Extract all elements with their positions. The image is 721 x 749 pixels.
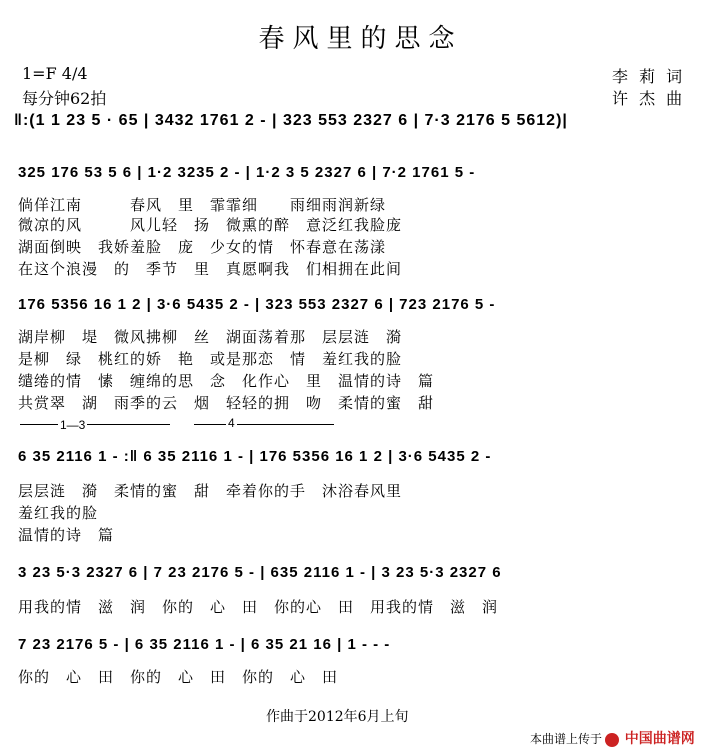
- site-logo-icon: [605, 733, 619, 747]
- volta-4-label: 4: [228, 416, 235, 430]
- score-row-3: 176 5356 16 1 2 | 3·6 5435 2 - | 323 553 2327 6 | 723 2176 5 -: [18, 296, 496, 313]
- lyric-row-5: 用我的情 滋 润 你的 心 田 你的心 田 用我的情 滋 润: [18, 598, 499, 616]
- volta-4-bracket: [194, 424, 334, 425]
- lyric-row-3-verse-2: 是柳 绿 桃红的娇 艳 或是那恋 情 羞红我的脸: [18, 350, 403, 368]
- score-row-2: 325 176 53 5 6 | 1·2 3235 2 - | 1·2 3 5 2327 6 | 7·2 1761 5 -: [18, 164, 476, 181]
- score-row-1: ‖:(1 1 23 5 · 65 | 3432 1761 2 - | 323 553 2327 6 | 7·3 2176 5 5612)|: [14, 112, 568, 129]
- upload-note: [530, 728, 695, 748]
- score-row-6: 7 23 2176 5 - | 6 35 2116 1 - | 6 35 21 16 | 1 - - -: [18, 636, 391, 653]
- lyric-row-3-verse-4: 共赏翠 湖 雨季的云 烟 轻轻的拥 吻 柔情的蜜 甜: [18, 394, 435, 412]
- tempo: 每分钟62拍: [22, 89, 107, 108]
- lyric-row-4-verse-3: 温情的诗 篇: [18, 526, 115, 544]
- volta-1-3-label: 1—3: [60, 418, 86, 432]
- volta-1-3-bracket: [20, 424, 170, 425]
- song-title: 春风里的思念: [258, 24, 463, 54]
- lyric-row-4-verse-2: 羞红我的脸: [18, 504, 99, 522]
- lyric-row-6: 你的 心 田 你的 心 田 你的 心 田: [18, 668, 339, 686]
- key-signature: 1=F 4/4: [22, 64, 88, 83]
- lyric-row-2-verse-2: 微凉的风 风儿轻 扬 微熏的醉 意泛红我脸庞: [18, 216, 403, 234]
- lyric-row-2-verse-3: 湖面倒映 我娇羞脸 庞 少女的情 怀春意在荡漾: [18, 238, 387, 256]
- site-logo-text: 中国曲谱网: [624, 731, 695, 747]
- lyricist: 李 莉 词: [612, 67, 686, 86]
- lyric-row-2-verse-4: 在这个浪漫 的 季节 里 真愿啊我 们相拥在此间: [18, 260, 403, 278]
- lyric-row-4-verse-1: 层层涟 漪 柔情的蜜 甜 牵着你的手 沐浴春风里: [18, 482, 403, 500]
- composition-date-note: 作曲于2012年6月上旬: [266, 709, 409, 725]
- lyric-row-3-verse-1: 湖岸柳 堤 微风拂柳 丝 湖面荡着那 层层涟 漪: [18, 328, 403, 346]
- lyric-row-3-verse-3: 缱绻的情 愫 缠绵的思 念 化作心 里 温情的诗 篇: [18, 372, 435, 390]
- lyric-row-2-verse-1: 倘佯江南 春风 里 霏霏细 雨细雨润新绿: [18, 196, 387, 214]
- composer: 许 杰 曲: [612, 89, 686, 108]
- score-row-5: 3 23 5·3 2327 6 | 7 23 2176 5 - | 635 2116 1 - | 3 23 5·3 2327 6: [18, 564, 502, 581]
- upload-note-text: 本曲谱上传于: [530, 732, 603, 746]
- score-row-4: 6 35 2116 1 - :‖ 6 35 2116 1 - | 176 5356 16 1 2 | 3·6 5435 2 -: [18, 448, 492, 465]
